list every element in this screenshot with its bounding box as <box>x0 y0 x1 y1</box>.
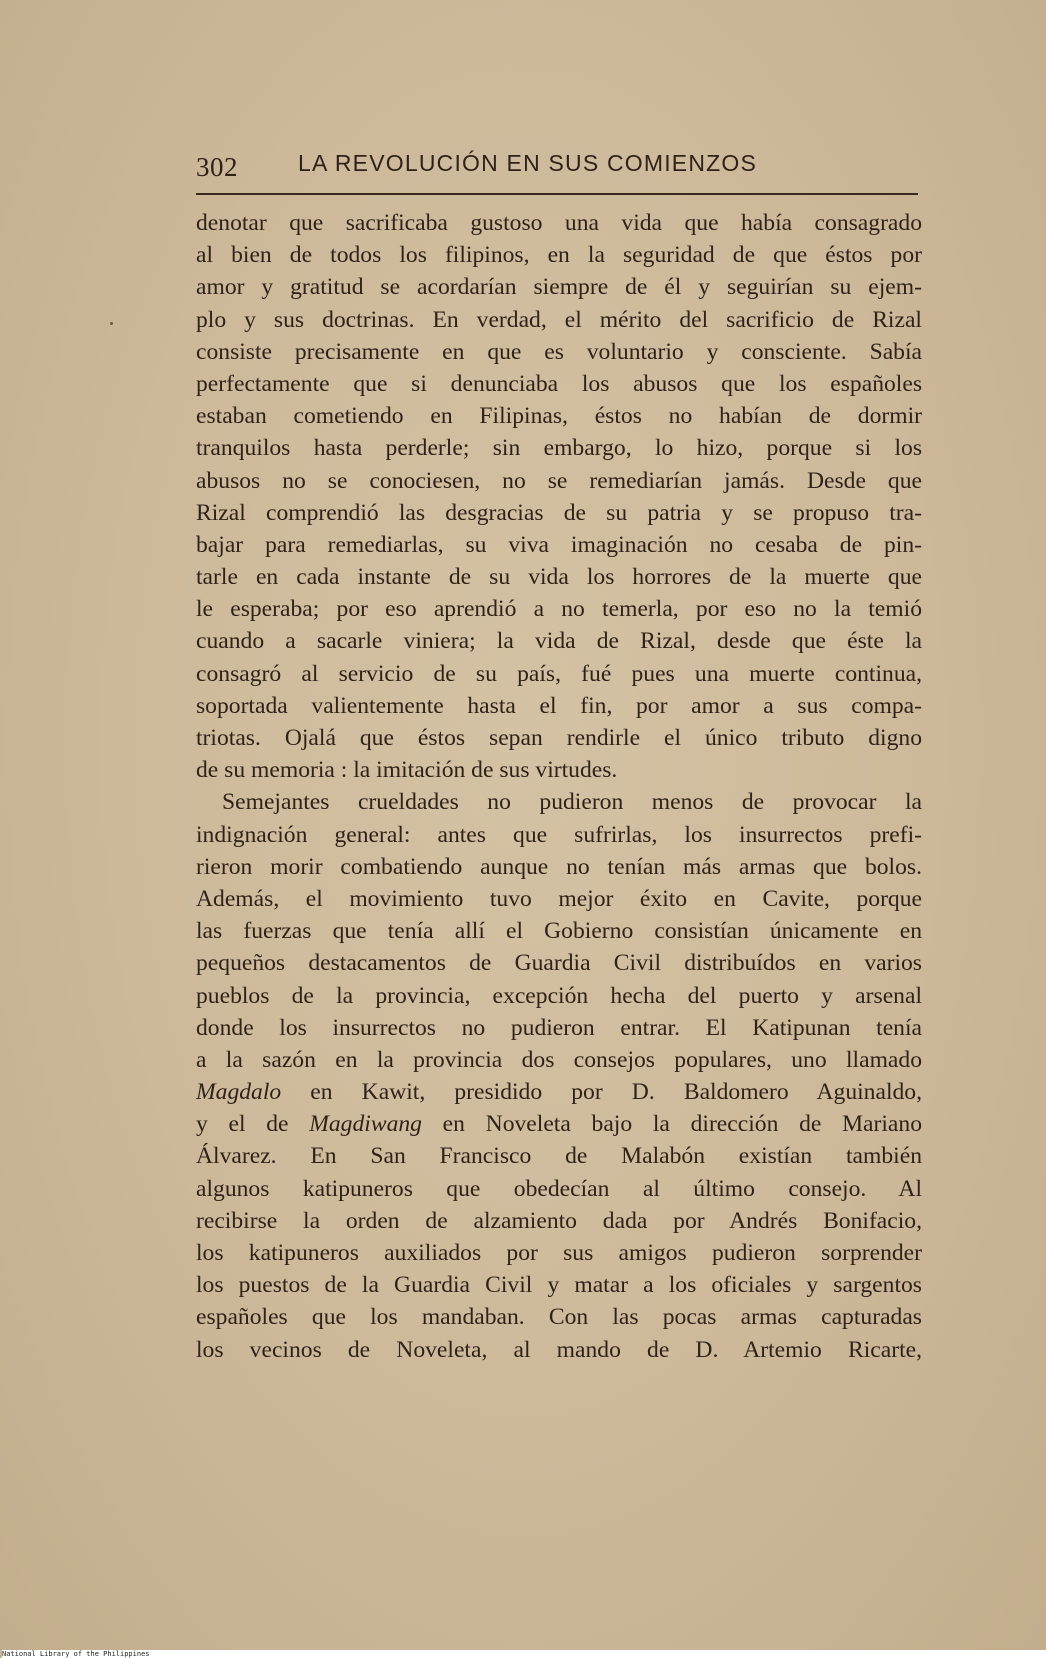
text-line: indignación general: antes que sufrirlas, los insurrectos prefi- <box>196 821 922 848</box>
text-line: españoles que los mandaban. Con las pocas armas capturadas <box>196 1304 922 1331</box>
text-line: bajar para remediarlas, su viva imaginación no cesaba de pin- <box>196 531 922 558</box>
text-line: plo y sus doctrinas. En verdad, el mérito del sacrificio de Rizal <box>196 306 922 333</box>
text-line: cuando a sacarle viniera; la vida de Rizal, desde que éste la <box>196 628 922 655</box>
header-rule <box>196 193 918 195</box>
text-line: denotar que sacrificaba gustoso una vida que había consagrado <box>196 210 922 236</box>
text-line: a la sazón en la provincia dos consejos populares, uno llamado <box>196 1046 922 1073</box>
text-line: tranquilos hasta perderle; sin embargo, lo hizo, porque si los <box>196 435 922 462</box>
text-line: amor y gratitud se acordarían siempre de él y seguirían su ejem- <box>196 274 922 301</box>
magdiwang-before: y el de <box>196 1111 310 1138</box>
text-line: al bien de todos los filipinos, en la seguridad de que éstos por <box>196 242 922 269</box>
text-line: soportada valientemente hasta el fin, por amor a sus compa- <box>196 692 922 719</box>
text-line-magdiwang <box>196 1108 922 1140</box>
page-number: 302 <box>196 152 238 182</box>
running-title: LA REVOLUCIÓN EN SUS COMIENZOS <box>298 150 758 176</box>
paragraph-1 <box>196 207 922 786</box>
text-line: de su memoria : la imitación de sus virtudes. <box>196 757 618 784</box>
footer-credit: National Library of the Philippines <box>2 1650 1046 1658</box>
text-line: triotas. Ojalá que éstos sepan rendirle el único tributo digno <box>196 725 922 751</box>
text-line: Además, el movimiento tuvo mejor éxito en Cavite, porque <box>196 885 922 912</box>
text-line: consiste precisamente en que es voluntario y consciente. Sabía <box>196 338 922 365</box>
text-line: pueblos de la provincia, excepción hecha del puerto y arsenal <box>196 982 922 1009</box>
text-line: los puestos de la Guardia Civil y matar a los oficiales y sargentos <box>196 1272 922 1299</box>
page-header <box>196 146 916 186</box>
text-line: Álvarez. En San Francisco de Malabón existían también <box>196 1143 922 1170</box>
margin-speck <box>110 322 113 325</box>
text-line: rieron morir combatiendo aunque no tenían más armas que bolos. <box>196 853 922 880</box>
magdiwang-rest: en Noveleta bajo la dirección de Mariano <box>421 1111 922 1138</box>
text-line: recibirse la orden de alzamiento dada por Andrés Bonifacio, <box>196 1207 922 1234</box>
magdalo-rest: en Kawit, presidido por D. Baldomero Aguinaldo, <box>281 1079 922 1106</box>
text-line: Rizal comprendió las desgracias de su patria y se propuso tra- <box>196 499 922 526</box>
text-line: las fuerzas que tenía allí el Gobierno consistían únicamente en <box>196 918 922 945</box>
text-line: consagró al servicio de su país, fué pues una muerte continua, <box>196 660 922 687</box>
text-line: abusos no se conociesen, no se remediarían jamás. Desde que <box>196 467 922 494</box>
text-line: algunos katipuneros que obedecían al último consejo. Al <box>196 1175 922 1202</box>
text-line: pequeños destacamentos de Guardia Civil distribuídos en varios <box>196 950 922 977</box>
body-text <box>196 207 922 1366</box>
magdiwang-name: Magdiwang <box>309 1111 422 1138</box>
text-line: perfectamente que si denunciaba los abusos que los españoles <box>196 370 922 397</box>
magdalo-name: Magdalo <box>196 1079 282 1106</box>
text-line: los katipuneros auxiliados por sus amigos pudieron sorprender <box>196 1240 922 1266</box>
text-line: le esperaba; por eso aprendió a no temerla, por eso no la temió <box>196 596 922 623</box>
text-line: donde los insurrectos no pudieron entrar. El Katipunan tenía <box>196 1014 922 1041</box>
text-line: Semejantes crueldades no pudieron menos de provocar la <box>222 789 922 816</box>
text-line: estaban cometiendo en Filipinas, éstos no habían de dormir <box>196 403 922 430</box>
text-line-magdalo <box>196 1076 922 1108</box>
paragraph-2 <box>196 786 922 1365</box>
text-line: los vecinos de Noveleta, al mando de D. Artemio Ricarte, <box>196 1336 922 1363</box>
text-line: tarle en cada instante de su vida los horrores de la muerte que <box>196 564 922 591</box>
